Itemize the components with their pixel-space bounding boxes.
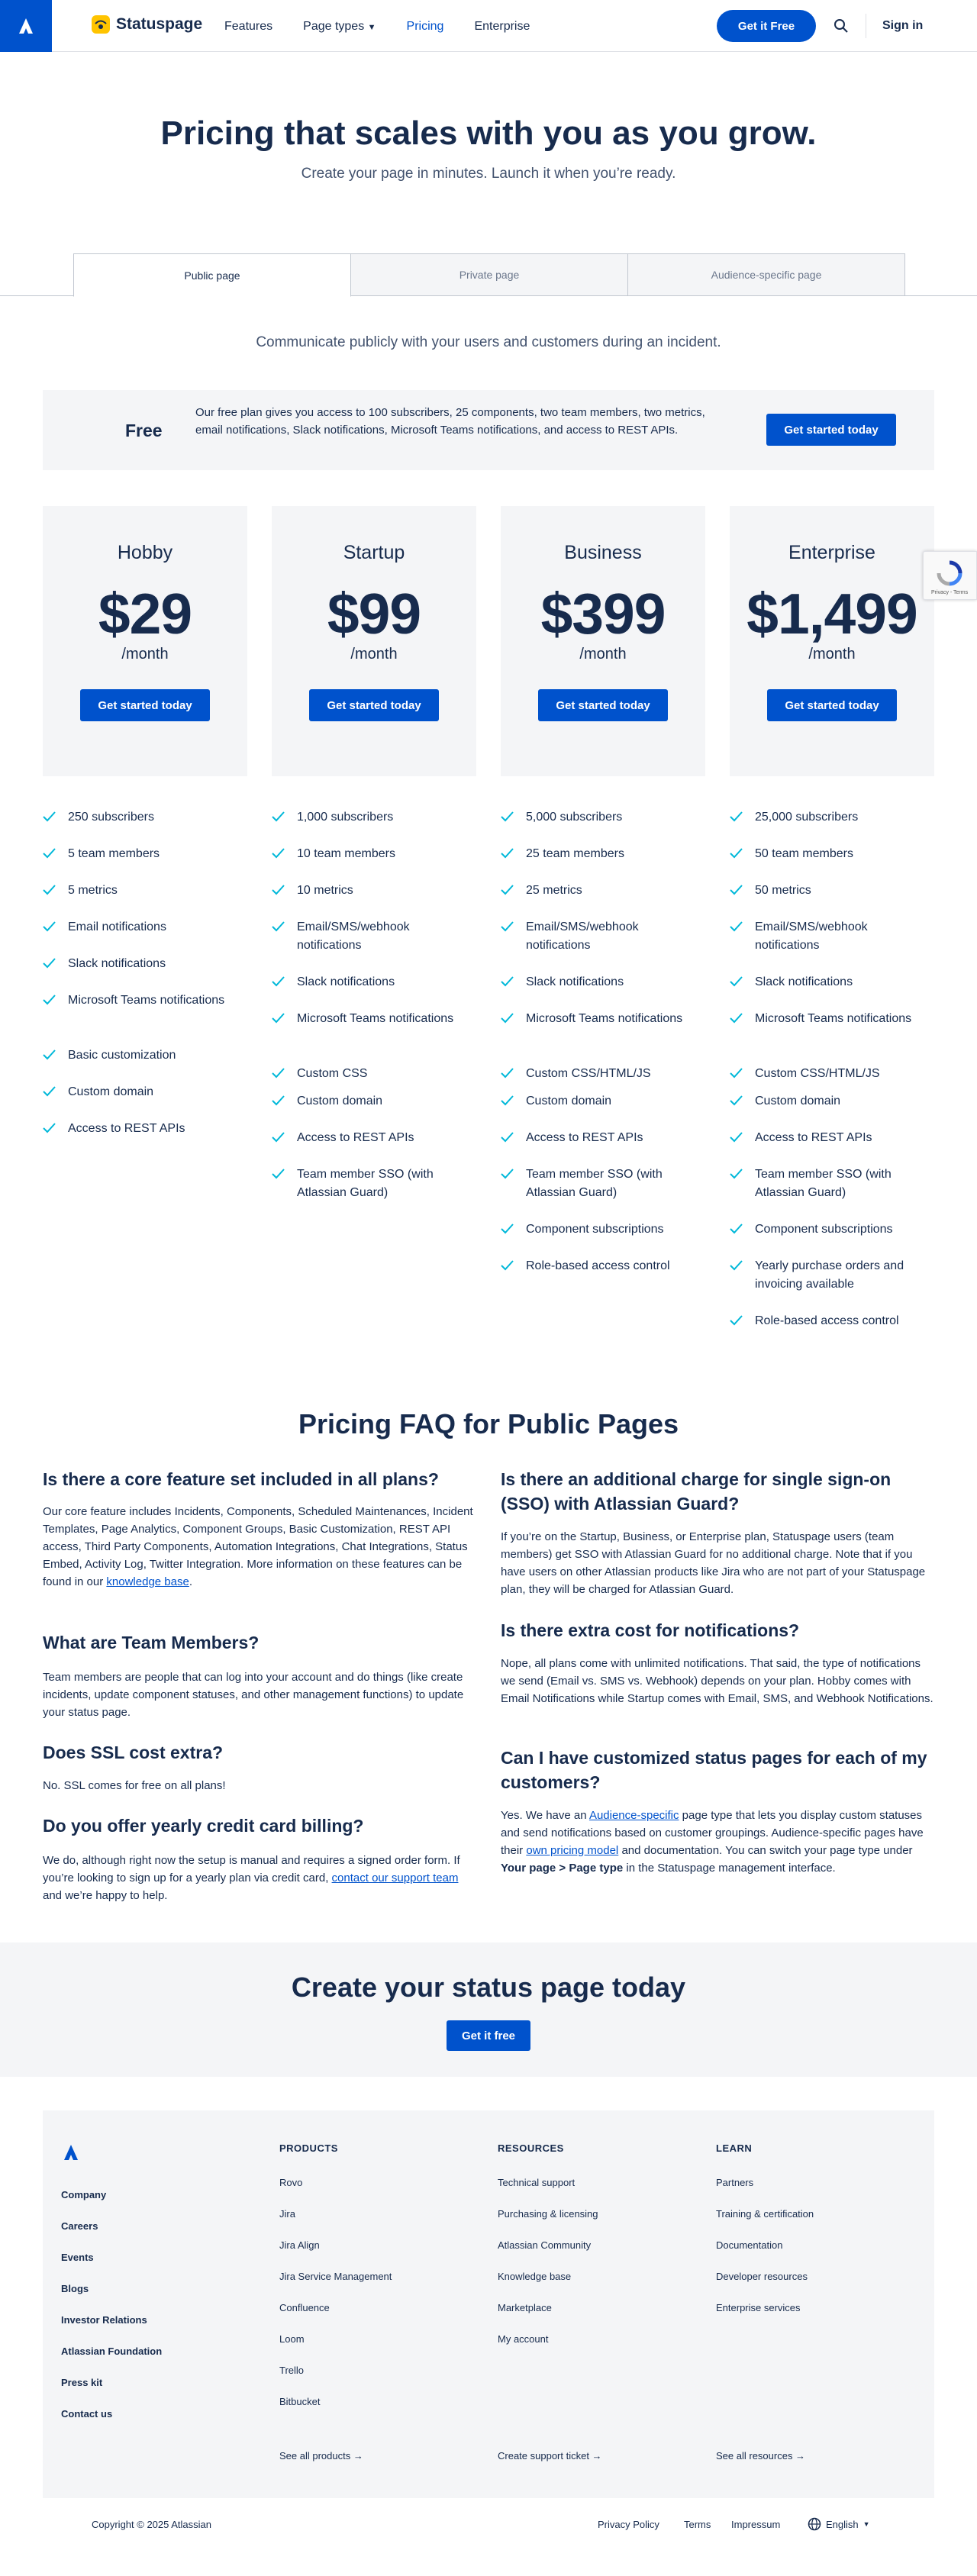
plan-feature-item	[43, 1046, 247, 1065]
faq-answer-text: in the Statuspage management interface.	[626, 1862, 836, 1875]
feature-label: Access to REST APIs	[68, 1122, 185, 1135]
feature-label: Role-based access control	[755, 1314, 899, 1327]
checkmark-icon	[43, 848, 56, 859]
checkmark-icon	[272, 921, 285, 932]
sign-in-link[interactable]: Sign in	[882, 19, 924, 32]
footer-link[interactable]: Loom	[279, 2333, 305, 2345]
feature-label: Email/SMS/webhook notifications	[526, 920, 639, 952]
footer-link[interactable]: Purchasing & licensing	[498, 2208, 598, 2220]
globe-icon	[808, 2517, 821, 2531]
feature-label: Team member SSO (with Atlassian Guard)	[526, 1168, 663, 1199]
nav-pricing[interactable]: Pricing	[406, 20, 444, 33]
checkmark-icon	[501, 1068, 514, 1078]
faq-answer-text: We do, although right now the setup is manual and requires a signed order form. If you’re looking to sign up for a yearly plan via credit card,	[43, 1854, 460, 1884]
checkmark-icon	[501, 848, 514, 859]
feature-label: Custom CSS/HTML/JS	[755, 1067, 880, 1080]
footer-link[interactable]: Atlassian Community	[498, 2239, 592, 2251]
footer-link[interactable]: Bitbucket	[279, 2396, 321, 2407]
footer-link[interactable]: Documentation	[716, 2239, 783, 2251]
cta-band	[0, 1942, 977, 2077]
faq-question: What are Team Members?	[43, 1633, 260, 1652]
checkmark-icon	[730, 848, 743, 859]
privacy-policy-link[interactable]: Privacy Policy	[598, 2519, 659, 2530]
plan-feature-item	[730, 1165, 934, 1202]
feature-label: Team member SSO (with Atlassian Guard)	[297, 1168, 434, 1199]
feature-label: Custom domain	[755, 1095, 841, 1107]
checkmark-icon	[272, 1169, 285, 1179]
faq-answer: No. SSL comes for free on all plans!	[43, 1779, 226, 1792]
plan-period: /month	[808, 646, 856, 663]
tab-private-page[interactable]: Private page	[350, 253, 628, 296]
checkmark-icon	[43, 921, 56, 932]
checkmark-icon	[272, 1068, 285, 1078]
plan-name: Hobby	[117, 542, 173, 563]
footer-see-all-link[interactable]: See all resources →	[716, 2450, 806, 2462]
checkmark-icon	[501, 1095, 514, 1106]
feature-label: Slack notifications	[526, 975, 624, 988]
own-pricing-model-link[interactable]: own pricing model	[526, 1844, 619, 1857]
checkmark-icon	[730, 1224, 743, 1234]
checkmark-icon	[501, 1132, 514, 1143]
footer-link[interactable]: Knowledge base	[498, 2271, 572, 2282]
faq-question: Is there a core feature set included in all plans?	[43, 1469, 439, 1489]
feature-label: 5 team members	[68, 847, 160, 860]
checkmark-icon	[43, 811, 56, 822]
page-subtitle: Create your page in minutes. Launch it when you’re ready.	[301, 166, 676, 182]
copyright: Copyright © 2025 Atlassian	[92, 2519, 212, 2530]
recaptcha-links[interactable]: Privacy - Terms	[931, 590, 969, 595]
enterprise-get-started-button[interactable]: Get started today	[767, 689, 897, 721]
footer	[43, 2110, 934, 2498]
feature-label: Access to REST APIs	[526, 1131, 643, 1144]
feature-label: Custom domain	[68, 1085, 154, 1098]
impressum-link[interactable]: Impressum	[731, 2519, 781, 2530]
footer-see-all-link[interactable]: Create support ticket →	[498, 2450, 602, 2462]
footer-see-all-link[interactable]: See all products →	[279, 2450, 363, 2462]
plan-feature-item	[272, 1065, 476, 1083]
footer-link[interactable]: Rovo	[279, 2177, 303, 2188]
feature-label: Basic customization	[68, 1049, 176, 1062]
feature-label: Component subscriptions	[526, 1223, 664, 1236]
plan-feature-item	[43, 1083, 247, 1101]
contact-support-link[interactable]: contact our support team	[331, 1872, 459, 1884]
plan-feature-item	[43, 808, 247, 827]
footer-company-link[interactable]: Careers	[61, 2220, 98, 2232]
footer-column-heading: PRODUCTS	[279, 2142, 338, 2154]
checkmark-icon	[730, 1132, 743, 1143]
faq-answer	[501, 1807, 936, 1877]
feature-label: 25,000 subscribers	[755, 811, 859, 824]
feature-label: Access to REST APIs	[755, 1131, 872, 1144]
faq-answer-end: .	[189, 1575, 192, 1588]
plan-feature-item	[730, 1257, 934, 1294]
plan-feature-item	[501, 1257, 705, 1275]
nav-links	[224, 20, 530, 34]
cta-title: Create your status page today	[291, 1971, 686, 2003]
plan-feature-item	[272, 1165, 476, 1202]
nav-page-types-label: Page types	[303, 20, 365, 33]
plan-feature-item	[501, 973, 705, 991]
footer-link[interactable]: Confluence	[279, 2302, 330, 2313]
footer-link[interactable]: My account	[498, 2333, 549, 2345]
footer-link[interactable]: Trello	[279, 2365, 305, 2376]
feature-label: Microsoft Teams notifications	[526, 1012, 683, 1025]
plan-feature-item	[730, 1220, 934, 1239]
checkmark-icon	[501, 1224, 514, 1234]
feature-label: 25 team members	[526, 847, 624, 860]
checkmark-icon	[501, 811, 514, 822]
footer-company-link[interactable]: Company	[61, 2189, 107, 2200]
feature-label: Team member SSO (with Atlassian Guard)	[755, 1168, 892, 1199]
faq-title: Pricing FAQ for Public Pages	[298, 1408, 679, 1440]
feature-label: Custom CSS	[297, 1067, 368, 1080]
language-selector[interactable]	[808, 2517, 870, 2531]
checkmark-icon	[43, 1049, 56, 1060]
feature-label: Slack notifications	[755, 975, 853, 988]
plan-feature-item	[272, 1010, 476, 1028]
plan-feature-item	[501, 808, 705, 827]
checkmark-icon	[43, 995, 56, 1005]
plan-card-business	[501, 506, 705, 776]
plan-feature-item	[43, 845, 247, 863]
language-label: English	[826, 2518, 859, 2530]
faq-answer: Team members are people that can log into your account and do things (like create incidents, update component statuses, and other management functions) to update your status page.	[43, 1671, 464, 1719]
audience-specific-link[interactable]: Audience-specific	[588, 1809, 679, 1822]
plan-feature-item	[501, 1010, 705, 1028]
checkmark-icon	[730, 1169, 743, 1179]
atlassian-logo-icon[interactable]	[0, 0, 52, 52]
feature-label: 5 metrics	[68, 884, 118, 897]
footer-company-link[interactable]: Events	[61, 2252, 94, 2263]
nav-features[interactable]: Features	[224, 20, 273, 33]
plan-feature-item	[43, 991, 247, 1010]
footer-link[interactable]: Jira Align	[279, 2239, 320, 2251]
feature-label: Email/SMS/webhook notifications	[755, 920, 868, 952]
knowledge-base-link[interactable]: knowledge base	[106, 1575, 189, 1588]
plan-period: /month	[579, 646, 627, 663]
faq-answer-text: and documentation. You can switch your page type under	[621, 1844, 913, 1857]
plan-feature-item	[43, 955, 247, 973]
faq-answer-end: and we’re happy to help.	[43, 1889, 168, 1902]
footer-column-heading: LEARN	[716, 2142, 753, 2154]
footer-link[interactable]: Training & certification	[716, 2208, 814, 2220]
cta-get-it-free-button[interactable]: Get it free	[447, 2020, 530, 2051]
checkmark-icon	[501, 885, 514, 895]
chevron-down-icon: ▼	[367, 23, 376, 32]
statuspage-logo-icon	[92, 15, 110, 34]
plan-feature-item	[730, 1065, 934, 1083]
checkmark-icon	[43, 1123, 56, 1133]
checkmark-icon	[43, 885, 56, 895]
checkmark-icon	[730, 1260, 743, 1271]
plan-name: Enterprise	[788, 542, 875, 563]
startup-get-started-button[interactable]: Get started today	[309, 689, 439, 721]
plan-feature-item	[501, 1165, 705, 1202]
plan-feature-item	[43, 918, 247, 937]
plan-feature-item	[730, 1092, 934, 1111]
plan-card-enterprise	[730, 506, 934, 776]
plan-feature-item	[272, 882, 476, 900]
plan-feature-item	[43, 882, 247, 900]
free-plan-description: Our free plan gives you access to 100 subscribers, 25 components, two team members, two metrics, email notifications, Slack notifications, Microsoft Teams notifications, and access to REST APIs.	[195, 406, 705, 437]
plan-feature-item	[730, 918, 934, 955]
feature-label: Custom domain	[526, 1095, 612, 1107]
feature-label: 10 metrics	[297, 884, 353, 897]
checkmark-icon	[730, 885, 743, 895]
get-it-free-button[interactable]: Get it Free	[717, 10, 816, 42]
checkmark-icon	[272, 848, 285, 859]
faq-answer-bold: Your page	[501, 1862, 556, 1875]
feature-label: Email notifications	[68, 920, 166, 933]
feature-label: 5,000 subscribers	[526, 811, 623, 824]
faq-question: Can I have customized status pages for each of my customers?	[501, 1748, 927, 1792]
plan-feature-item	[501, 918, 705, 955]
faq-answer-text: Our core feature includes Incidents, Components, Scheduled Maintenances, Incident Templates, Page Analytics, Component Groups, Basic Customization, REST API access, Third Party Components, Automation Integrations, Chat Integrations, Status Embed, Activity Log, Twitter Integration. More information on these features can be found in our	[43, 1505, 473, 1588]
checkmark-icon	[730, 921, 743, 932]
page-title: Pricing that scales with you as you grow.	[160, 114, 817, 152]
footer-link[interactable]: Marketplace	[498, 2302, 552, 2313]
feature-label: 250 subscribers	[68, 811, 154, 824]
plan-feature-item	[272, 973, 476, 991]
faq-answer: Nope, all plans come with unlimited notifications. That said, the type of notifications we send (Email vs. SMS vs. Webhook) depends on your plan. Hobby comes with Email Notifications while Startup comes with Email, SMS, and Webhook Notifications.	[501, 1657, 933, 1705]
plan-card-hobby	[43, 506, 247, 776]
plan-price: $399	[540, 582, 666, 646]
footer-company-link[interactable]: Press kit	[61, 2377, 103, 2388]
plan-period: /month	[121, 646, 169, 663]
plan-feature-item	[272, 1129, 476, 1147]
plan-feature-item	[272, 845, 476, 863]
faq-answer-text: page type that lets you display custom statuses and send notifications based on customer groupings. Audience-specific pages have their	[501, 1809, 924, 1857]
checkmark-icon	[730, 1068, 743, 1078]
checkmark-icon	[730, 976, 743, 987]
feature-label: Component subscriptions	[755, 1223, 893, 1236]
hobby-get-started-button[interactable]: Get started today	[80, 689, 210, 721]
feature-label: 1,000 subscribers	[297, 811, 394, 824]
plan-price: $99	[327, 582, 421, 646]
feature-label: 50 team members	[755, 847, 853, 860]
footer-column-heading: RESOURCES	[498, 2142, 564, 2154]
terms-link[interactable]: Terms	[684, 2519, 711, 2530]
statuspage-logo[interactable]	[92, 15, 202, 34]
feature-label: Microsoft Teams notifications	[68, 994, 225, 1007]
top-nav	[0, 0, 977, 52]
checkmark-icon	[43, 958, 56, 969]
footer-company-link[interactable]: Contact us	[61, 2408, 113, 2420]
checkmark-icon	[43, 1086, 56, 1097]
plan-feature-item	[43, 1120, 247, 1138]
checkmark-icon	[501, 1013, 514, 1024]
recaptcha-icon	[936, 559, 963, 587]
feature-label: Yearly purchase orders and invoicing available	[755, 1259, 904, 1291]
free-plan-banner	[43, 390, 934, 470]
faq-answer-bold: > Page type	[559, 1862, 624, 1875]
plan-feature-item	[501, 1129, 705, 1147]
checkmark-icon	[272, 1132, 285, 1143]
feature-label: Custom domain	[297, 1095, 383, 1107]
plan-feature-item	[272, 808, 476, 827]
faq-answer	[43, 1503, 478, 1591]
checkmark-icon	[501, 1260, 514, 1271]
footer-company-link[interactable]: Atlassian Foundation	[61, 2345, 163, 2357]
checkmark-icon	[272, 885, 285, 895]
feature-label: Role-based access control	[526, 1259, 670, 1272]
nav-enterprise[interactable]: Enterprise	[474, 20, 530, 33]
tab-description: Communicate publicly with your users and customers during an incident.	[256, 334, 721, 350]
plan-name: Business	[564, 542, 642, 563]
plan-feature-item	[730, 845, 934, 863]
feature-label: Slack notifications	[68, 957, 166, 970]
plan-feature-item	[730, 1312, 934, 1330]
footer-link[interactable]: Jira Service Management	[279, 2271, 392, 2282]
footer-link[interactable]: Enterprise services	[716, 2302, 801, 2313]
feature-label: 25 metrics	[526, 884, 582, 897]
plan-card-startup	[272, 506, 476, 776]
checkmark-icon	[501, 976, 514, 987]
faq-question: Is there extra cost for notifications?	[501, 1620, 800, 1640]
checkmark-icon	[272, 1013, 285, 1024]
footer-company-link[interactable]: Investor Relations	[61, 2314, 147, 2326]
plan-feature-item	[501, 1220, 705, 1239]
feature-label: Email/SMS/webhook notifications	[297, 920, 410, 952]
faq-question: Is there an additional charge for single sign-on (SSO) with Atlassian Guard?	[501, 1469, 892, 1514]
footer-link[interactable]: Partners	[716, 2177, 754, 2188]
faq-answer: If you’re on the Startup, Business, or Enterprise plan, Statuspage users (team members) get SSO with Atlassian Guard for no additional charge. Note that if you have users on other Atlassian products like Jira who are not part of your Statuspage plan, they will be charged for Atlassian Guard.	[501, 1530, 926, 1596]
checkmark-icon	[272, 1095, 285, 1106]
plan-price: $1,499	[746, 582, 917, 646]
footer-link[interactable]: Technical support	[498, 2177, 576, 2188]
plan-feature-item	[730, 1129, 934, 1147]
brand-name: Statuspage	[116, 15, 203, 33]
plan-feature-item	[501, 1092, 705, 1111]
checkmark-icon	[730, 1013, 743, 1024]
plan-feature-item	[501, 845, 705, 863]
plan-name: Startup	[343, 542, 405, 563]
feature-label: Access to REST APIs	[297, 1131, 414, 1144]
checkmark-icon	[730, 1095, 743, 1106]
feature-label: 10 team members	[297, 847, 395, 860]
checkmark-icon	[730, 811, 743, 822]
plan-feature-item	[730, 1010, 934, 1028]
nav-page-types[interactable]	[303, 20, 376, 34]
business-get-started-button[interactable]: Get started today	[538, 689, 668, 721]
free-plan-label: Free	[125, 421, 163, 440]
chevron-down-icon: ▼	[863, 2520, 870, 2528]
checkmark-icon	[730, 1315, 743, 1326]
footer-link[interactable]: Jira	[279, 2208, 295, 2220]
plan-feature-item	[272, 918, 476, 955]
search-icon[interactable]	[832, 17, 850, 35]
footer-company-link[interactable]: Blogs	[61, 2283, 89, 2294]
tab-audience-specific-page[interactable]: Audience-specific page	[627, 253, 905, 296]
checkmark-icon	[501, 921, 514, 932]
checkmark-icon	[501, 1169, 514, 1179]
plan-feature-item	[501, 1065, 705, 1083]
free-get-started-button[interactable]: Get started today	[766, 414, 896, 446]
plan-feature-item	[272, 1092, 476, 1111]
plan-feature-item	[730, 808, 934, 827]
plan-feature-item	[501, 882, 705, 900]
feature-label: Slack notifications	[297, 975, 395, 988]
faq-answer	[43, 1852, 478, 1904]
plan-feature-item	[730, 973, 934, 991]
feature-label: Microsoft Teams notifications	[755, 1012, 912, 1025]
faq-question: Do you offer yearly credit card billing?	[43, 1816, 364, 1836]
plan-feature-item	[730, 882, 934, 900]
feature-label: 50 metrics	[755, 884, 811, 897]
faq-question: Does SSL cost extra?	[43, 1743, 224, 1762]
checkmark-icon	[272, 976, 285, 987]
checkmark-icon	[272, 811, 285, 822]
feature-label: Microsoft Teams notifications	[297, 1012, 454, 1025]
plan-price: $29	[98, 582, 192, 646]
plan-period: /month	[350, 646, 398, 663]
atlassian-logo-icon[interactable]	[61, 2142, 81, 2162]
feature-label: Custom CSS/HTML/JS	[526, 1067, 651, 1080]
recaptcha-badge[interactable]	[923, 551, 977, 600]
tab-public-page[interactable]: Public page	[73, 253, 351, 297]
faq-answer-text: Yes. We have an	[501, 1809, 587, 1822]
footer-link[interactable]: Developer resources	[716, 2271, 808, 2282]
